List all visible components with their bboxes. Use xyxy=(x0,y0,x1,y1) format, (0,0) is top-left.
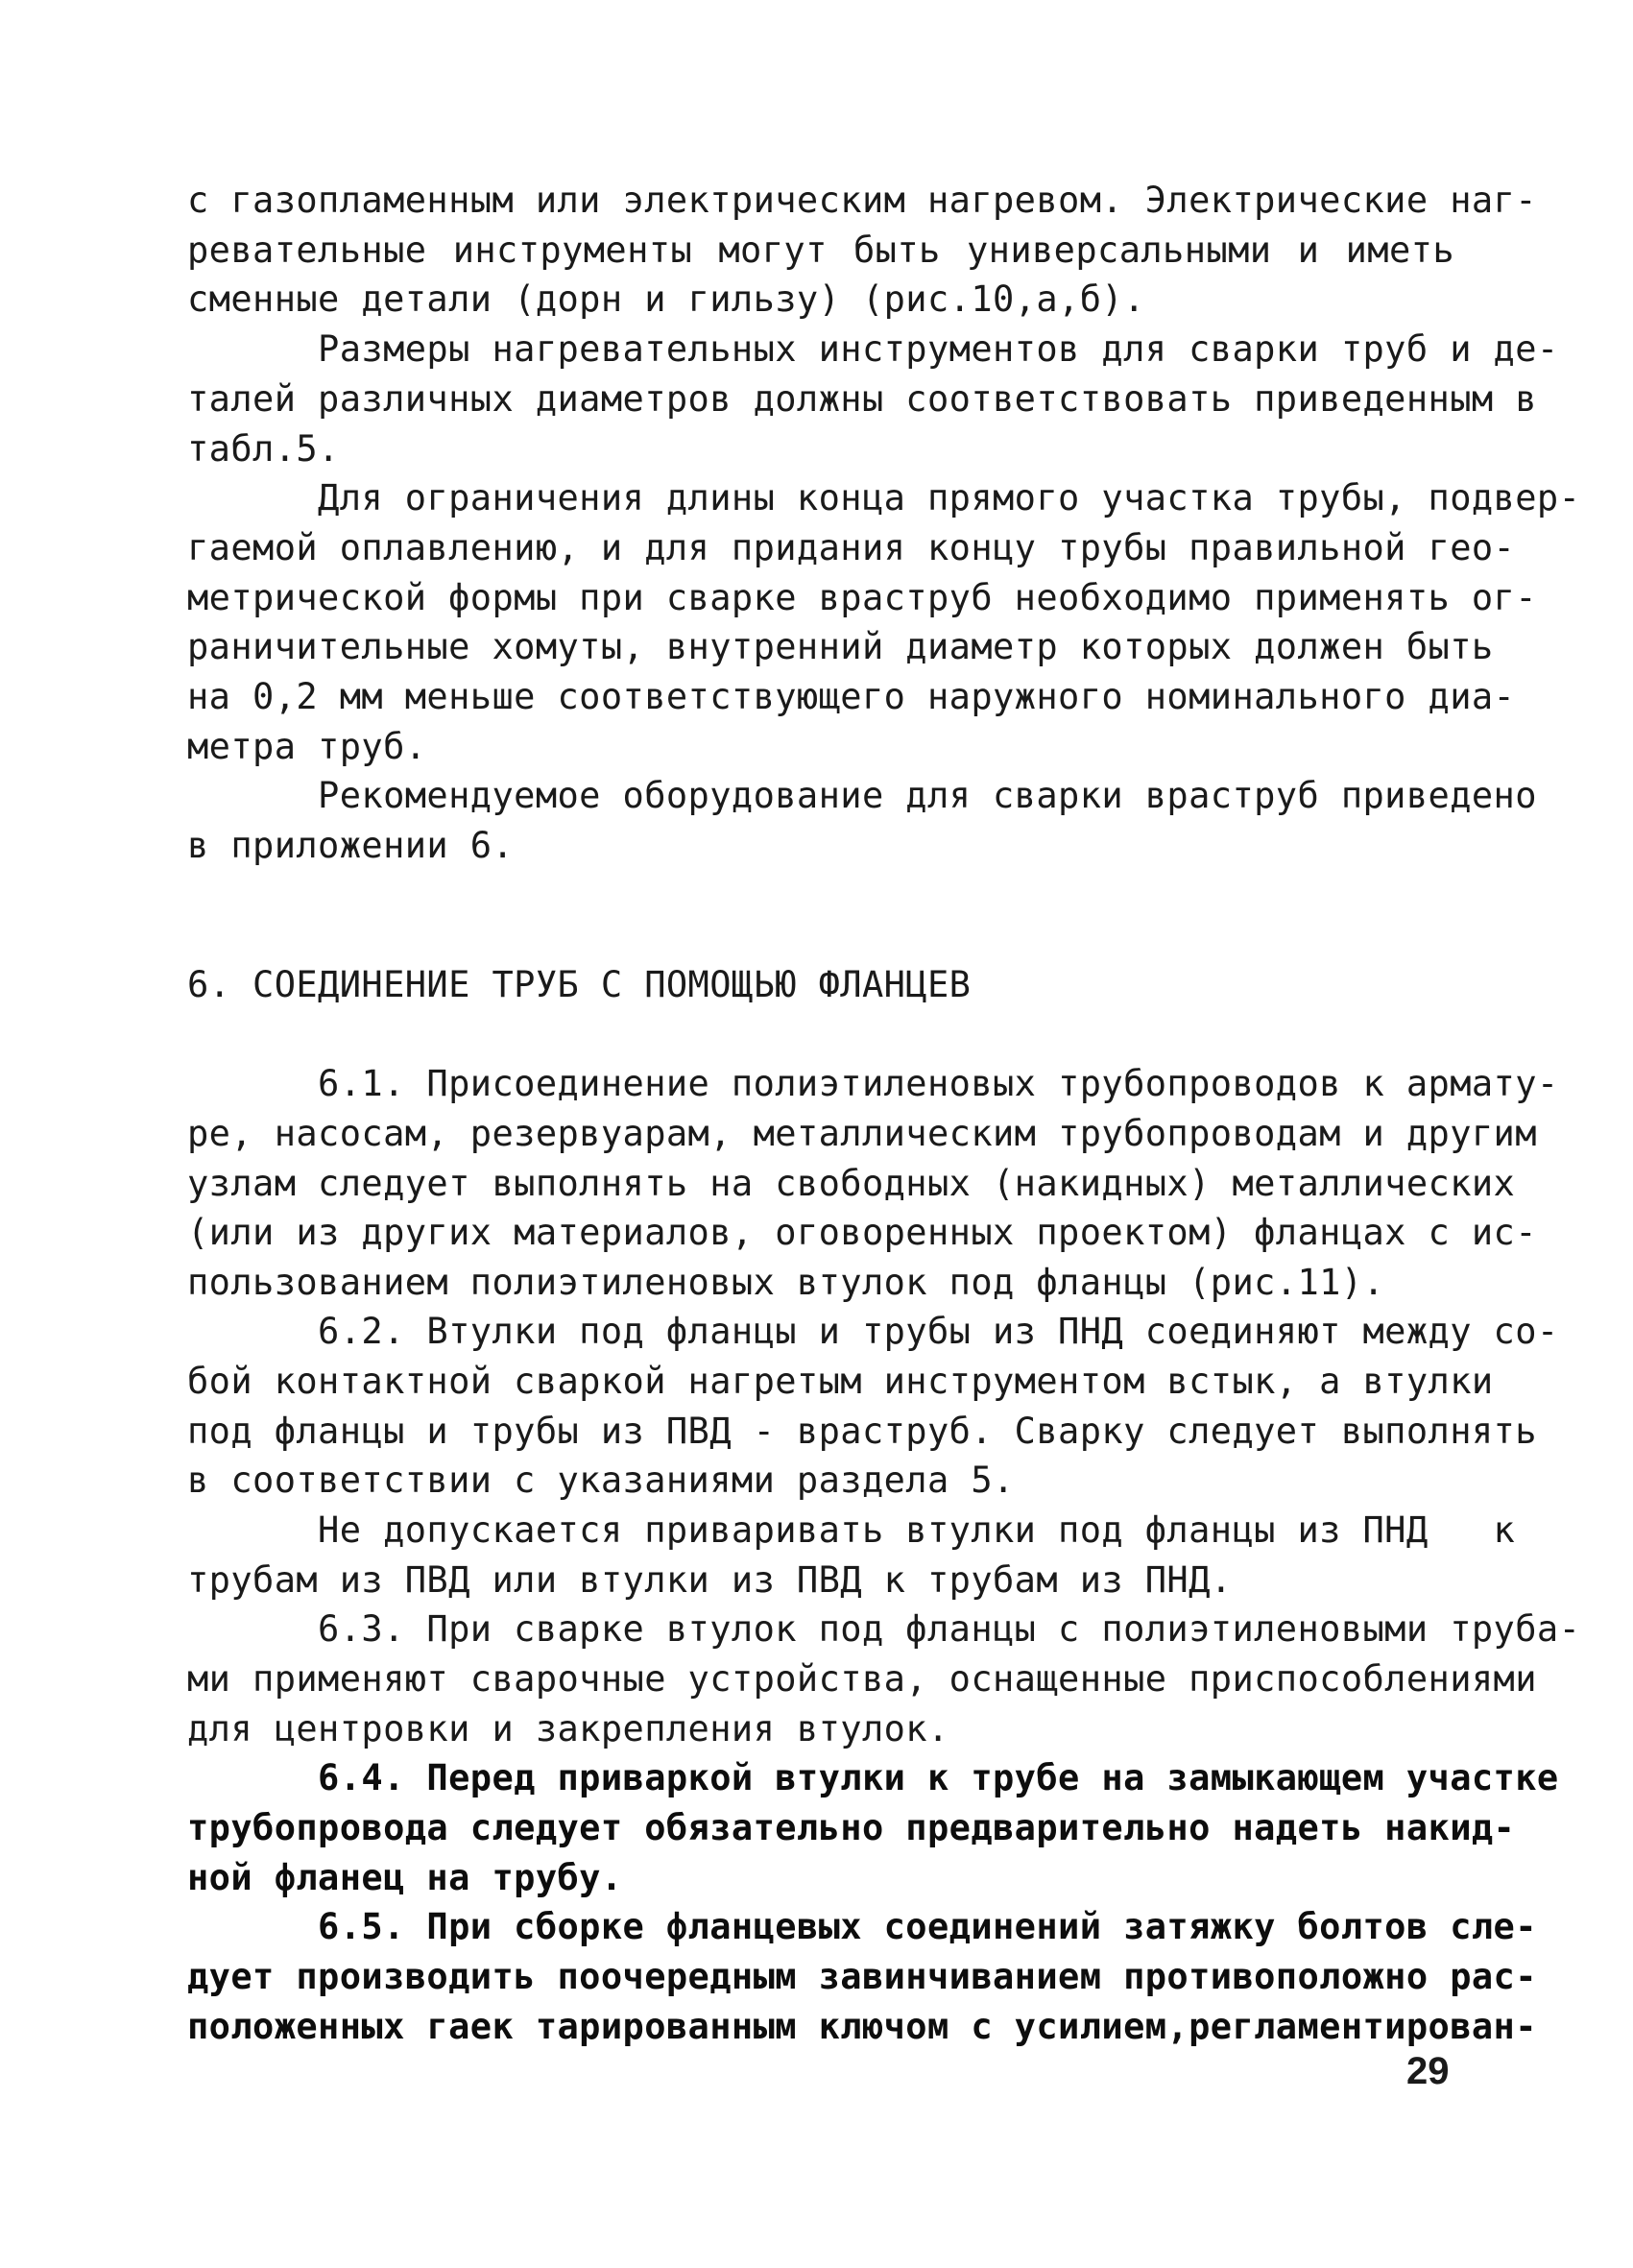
text-line: гаемой оплавлению, и для придания концу трубы правильной гео- xyxy=(187,527,1516,568)
text-line: дует производить поочередным завинчиванием противоположно рас- xyxy=(187,1956,1537,1997)
text-line: 6.2. Втулки под фланцы и трубы из ПНД соединяют между со- xyxy=(187,1311,1559,1352)
text-line: в соответствии с указаниями раздела 5. xyxy=(187,1460,1015,1501)
text-line: узлам следует выполнять на свободных (накидных) металлических xyxy=(187,1163,1516,1204)
page-number: 29 xyxy=(1406,2050,1450,2092)
text-line: ми применяют сварочные устройства, оснащенные приспособлениями xyxy=(187,1658,1537,1700)
text-line: трубам из ПВД или втулки из ПВД к трубам из ПНД. xyxy=(187,1559,1233,1601)
text-line: Не допускается приваривать втулки под фланцы из ПНД к xyxy=(187,1509,1516,1551)
text-line: 6.1. Присоединение полиэтиленовых трубопроводов к армату- xyxy=(187,1063,1559,1104)
text-line: Размеры нагревательных инструментов для сварки труб и де- xyxy=(187,328,1559,370)
text-line: раничительные хомуты, внутренний диаметр которых должен быть xyxy=(187,626,1494,667)
text-line: Рекомендуемое оборудование для сварки враструб приведено xyxy=(187,775,1537,816)
text-line: Для ограничения длины конца прямого участка трубы, подвер- xyxy=(187,477,1581,519)
text-line: с газопламенным или электрическим нагревом. Электрические наг- xyxy=(187,180,1537,221)
text-line: 6.5. При сборке фланцевых соединений затяжку болтов сле- xyxy=(187,1906,1537,1947)
section-heading: 6. СОЕДИНЕНИЕ ТРУБ С ПОМОЩЬЮ ФЛАНЦЕВ xyxy=(187,964,972,1005)
text-line: (или из других материалов, оговоренных проектом) фланцах с ис- xyxy=(187,1212,1537,1253)
text-line: 6.4. Перед приваркой втулки к трубе на замыкающем участке xyxy=(187,1757,1559,1798)
text-line: в приложении 6. xyxy=(187,825,515,866)
text-line: трубопровода следует обязательно предварительно надеть накид- xyxy=(187,1807,1516,1848)
text-line: табл.5. xyxy=(187,428,340,470)
text-line: талей различных диаметров должны соответствовать приведенным в xyxy=(187,378,1537,420)
text-line: пользованием полиэтиленовых втулок под фланцы (рис.11). xyxy=(187,1262,1385,1303)
text-line: метрической формы при сварке враструб необходимо применять ог- xyxy=(187,577,1537,618)
text-line: на 0,2 мм меньше соответствующего наружного номинального диа- xyxy=(187,676,1516,717)
text-line: бой контактной сваркой нагретым инструментом встык, а втулки xyxy=(187,1361,1494,1402)
text-line: ной фланец на трубу. xyxy=(187,1857,623,1898)
text-line: ре, насосам, резервуарам, металлическим трубопроводам и другим xyxy=(187,1113,1537,1154)
text-line: ревательные инструменты могут быть универсальными и иметь xyxy=(187,229,1454,271)
text-line: метра труб. xyxy=(187,726,427,767)
text-line: для центровки и закрепления втулок. xyxy=(187,1708,949,1749)
text-line: 6.3. При сварке втулок под фланцы с полиэтиленовыми труба- xyxy=(187,1608,1581,1650)
text-line: положенных гаек тарированным ключом с усилием,регламентирован- xyxy=(187,2006,1537,2047)
text-line: под фланцы и трубы из ПВД - враструб. Сварку следует выполнять xyxy=(187,1411,1537,1452)
text-line: сменные детали (дорн и гильзу) (рис.10,а,б). xyxy=(187,278,1145,320)
